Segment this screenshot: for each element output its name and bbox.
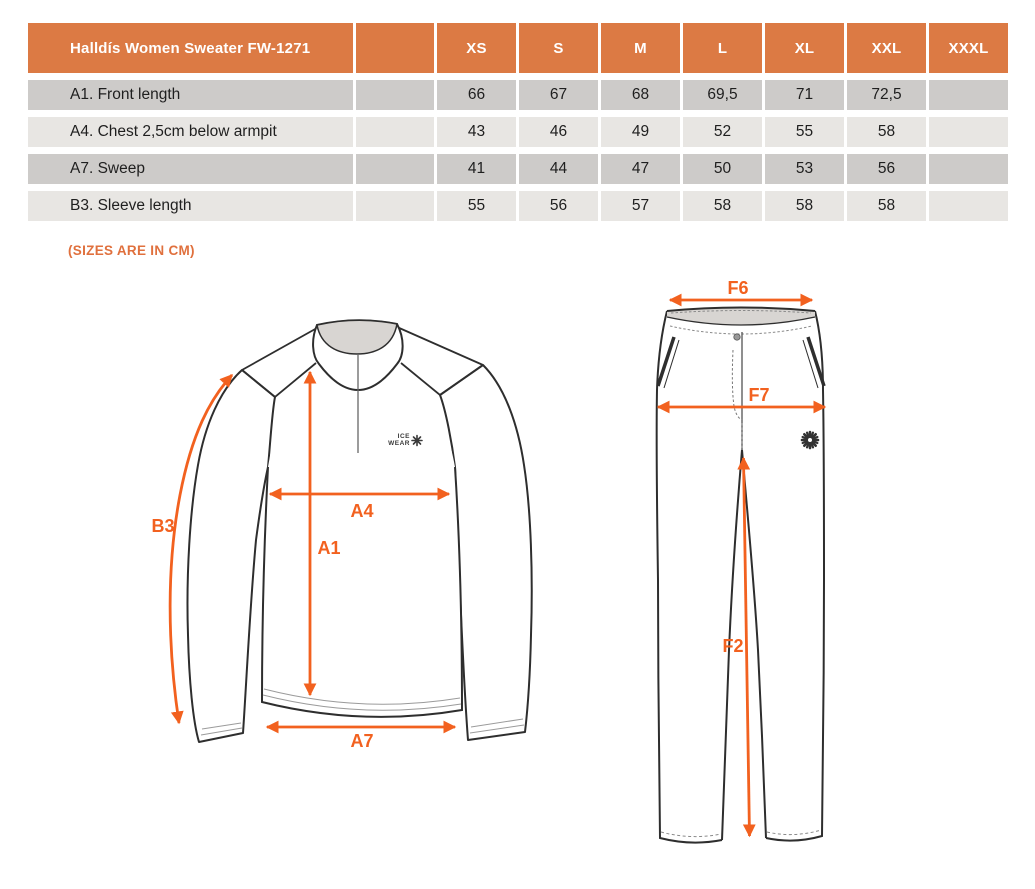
size-col-header-s: S [519, 23, 598, 73]
value-cell: 68 [601, 80, 680, 110]
value-cell: 55 [437, 191, 516, 221]
value-cell: 44 [519, 154, 598, 184]
pants-measurement-diagram [630, 280, 860, 860]
size-chart-table [28, 23, 1008, 221]
label-a7: A7 [350, 731, 374, 751]
sweater-measurement-diagram [120, 295, 560, 765]
spacer-cell [356, 191, 434, 221]
value-cell: 69,5 [683, 80, 762, 110]
size-col-header-xs: XS [437, 23, 516, 73]
spacer-cell [356, 154, 434, 184]
value-cell: 46 [519, 117, 598, 147]
row-label: A7. Sweep [28, 154, 353, 184]
value-cell: 43 [437, 117, 516, 147]
spacer-cell [356, 117, 434, 147]
brand-logo-line1: ICE [397, 433, 410, 440]
value-cell [929, 154, 1008, 184]
size-col-header-xl: XL [765, 23, 844, 73]
value-cell [929, 191, 1008, 221]
snowflake-icon [412, 436, 422, 446]
table-title: Halldís Women Sweater FW-1271 [28, 23, 353, 73]
pants-silhouette [657, 308, 824, 843]
value-cell [929, 80, 1008, 110]
value-cell: 58 [765, 191, 844, 221]
row-label: A1. Front length [28, 80, 353, 110]
value-cell: 58 [847, 191, 926, 221]
row-label: B3. Sleeve length [28, 191, 353, 221]
units-note: (SIZES ARE IN CM) [68, 243, 195, 258]
value-cell: 57 [601, 191, 680, 221]
label-f2: F2 [722, 636, 744, 656]
spacer-cell [356, 80, 434, 110]
value-cell: 72,5 [847, 80, 926, 110]
value-cell: 55 [765, 117, 844, 147]
value-cell [929, 117, 1008, 147]
value-cell: 50 [683, 154, 762, 184]
value-cell: 71 [765, 80, 844, 110]
sweater-body-fill [262, 340, 462, 717]
value-cell: 58 [847, 117, 926, 147]
value-cell: 56 [847, 154, 926, 184]
label-a1: A1 [317, 538, 341, 558]
label-f6: F6 [727, 280, 749, 298]
row-label: A4. Chest 2,5cm below armpit [28, 117, 353, 147]
waist-button [734, 334, 740, 340]
value-cell: 49 [601, 117, 680, 147]
value-cell: 67 [519, 80, 598, 110]
value-cell: 56 [519, 191, 598, 221]
value-cell: 53 [765, 154, 844, 184]
label-b3: B3 [151, 516, 175, 536]
value-cell: 47 [601, 154, 680, 184]
value-cell: 58 [683, 191, 762, 221]
size-col-header-xxxl: XXXL [929, 23, 1008, 73]
value-cell: 52 [683, 117, 762, 147]
label-f7: F7 [748, 385, 770, 405]
value-cell: 66 [437, 80, 516, 110]
header-spacer-cell [356, 23, 434, 73]
label-a4: A4 [350, 501, 374, 521]
value-cell: 41 [437, 154, 516, 184]
brand-logo-line2: WEAR [388, 440, 410, 447]
pants-snowflake-icon [802, 432, 818, 448]
size-col-header-l: L [683, 23, 762, 73]
size-col-header-m: M [601, 23, 680, 73]
size-col-header-xxl: XXL [847, 23, 926, 73]
